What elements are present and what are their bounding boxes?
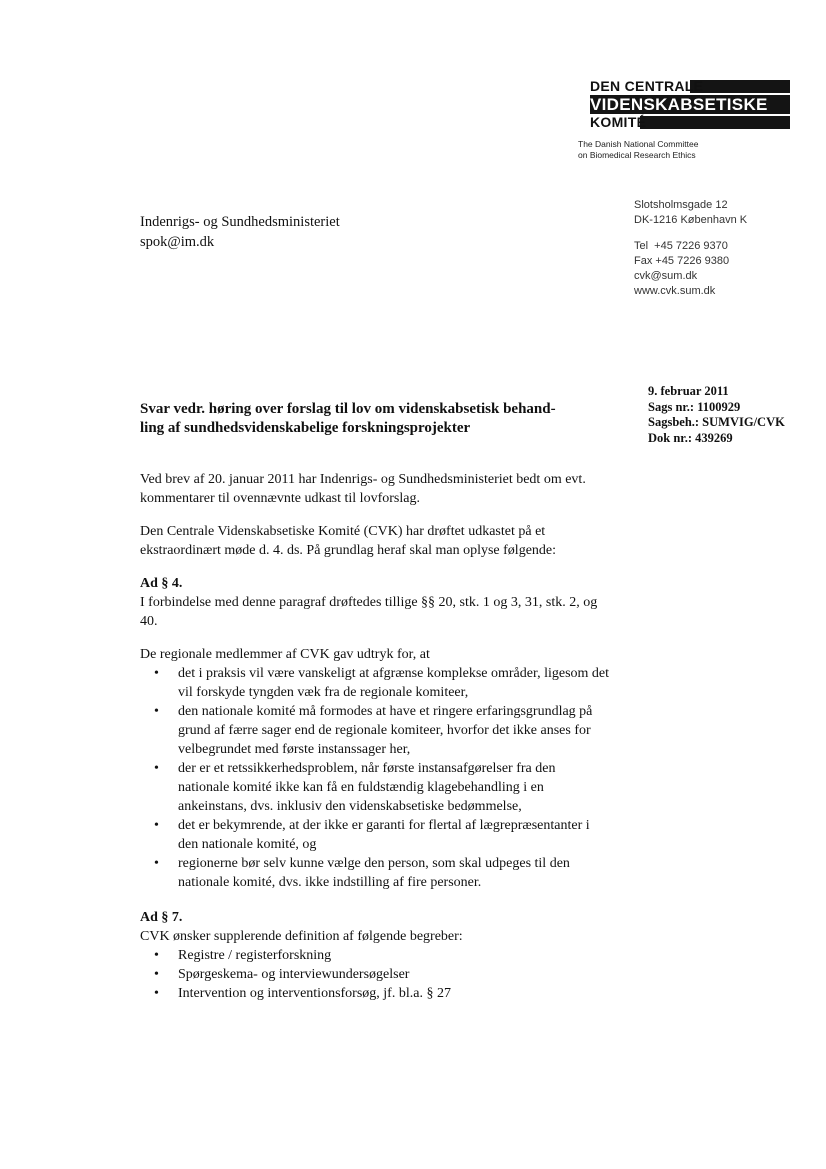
logo-line-2 [590,95,790,114]
list-item [154,965,610,984]
case-handler: Sagsbeh.: SUMVIG/CVK [648,415,785,429]
bullet-icon: • [154,986,159,1001]
case-number: Sags nr.: 1100929 [648,399,741,414]
logo-text-1: DEN CENTRALE [590,78,704,94]
list-item [154,702,610,759]
ad-7-points-list [140,946,610,1003]
subject-line-2: ling af sundhedsvidenskabelige forskningsprojekter [140,420,471,436]
bullet-icon: • [154,761,159,776]
logo-line-1 [590,78,790,95]
recipient-block [140,212,340,252]
committee-logo [590,78,790,131]
paragraph-cvk-meeting: Den Centrale Videnskabsetiske Komité (CVK) har drøftet udkastet på et ekstraordinært møde d. 4. ds. På grundlag heraf skal man oplyse følgende: [140,524,557,558]
bullet-icon: • [154,818,159,833]
recipient-email: spok@im.dk [140,234,215,250]
bullet-icon: • [154,704,159,719]
letter-date: 9. februar 2011 [648,384,729,398]
section-heading-ad-4: Ad § 4. [140,576,183,591]
ad-7-intro: CVK ønsker supplerende definition af følgende begreber: [140,929,463,944]
logo-subtitle-line-2: on Biomedical Research Ethics [578,150,696,160]
case-meta-block [648,384,785,446]
contact-fax: Fax +45 7226 9380 [634,255,730,267]
document-number: Dok nr.: 439269 [648,430,733,445]
bullet-icon: • [154,967,159,982]
list-item-text: Spørgeskema- og interviewundersøgelser [178,967,410,982]
list-item-text: den nationale komité må formodes at have et ringere erfaringsgrundlag på grund af færre sager end de regionale komiteer, hvorfor det ikke anses for velbegrundet med første instanssager her, [178,704,593,757]
list-item-text: det i praksis vil være vanskeligt at afgrænse komplekse områder, ligesom det vil forskyde tyngden væk fra de regionale komiteer, [178,666,610,700]
paragraph-intro: Ved brev af 20. januar 2011 har Indenrigs- og Sundhedsministeriet bedt om evt. kommentarer til ovennævnte udkast til lovforslag. [140,472,586,506]
list-item-text: der er et retssikkerhedsproblem, når første instansafgørelser fra den nationale komité ikke kan få en fuldstændig klagebehandling i en ankeinstans, dvs. inklusiv den videnskabsetiske bedømmelse, [178,761,556,814]
logo-line-3 [590,114,790,131]
bullet-icon: • [154,948,159,963]
paragraph-ad-4: I forbindelse med denne paragraf drøftedes tillige §§ 20, stk. 1 og 3, 31, stk. 2, og 40. [140,595,598,629]
list-item [154,854,610,892]
list-item-text: regionerne bør selv kunne vælge den person, som skal udpeges til den nationale komité, dvs. ikke indstilling af fire personer. [178,856,570,890]
logo-subtitle-line-1: The Danish National Committee [578,139,699,149]
list-item [154,759,610,816]
regional-points-list [140,664,610,892]
list-item [154,816,610,854]
regional-intro: De regionale medlemmer af CVK gav udtryk for, at [140,647,430,662]
letter-body [140,470,610,1019]
logo-subtitle [578,139,698,161]
section-heading-ad-7: Ad § 7. [140,910,183,925]
list-item [154,984,610,1003]
contact-tel: Tel +45 7226 9370 [634,240,728,252]
logo-bar-3 [640,116,790,129]
list-item [154,664,610,702]
logo-bar-1 [690,80,790,93]
list-item [154,946,610,965]
recipient-name: Indenrigs- og Sundhedsministeriet [140,214,340,230]
logo-text-2: VIDENSKABSETISKE [590,95,768,114]
contact-email: cvk@sum.dk [634,270,698,282]
list-item-text: Registre / registerforskning [178,948,332,963]
subject-line-1: Svar vedr. høring over forslag til lov om videnskabsetisk behand- [140,401,556,417]
contact-address-line-2: DK-1216 København K [634,214,748,226]
contact-address-line-1: Slotsholmsgade 12 [634,199,728,211]
contact-block [634,198,747,299]
bullet-icon: • [154,666,159,681]
list-item-text: det er bekymrende, at der ikke er garanti for flertal af lægrepræsentanter i den nationale komité, og [178,818,590,852]
contact-web: www.cvk.sum.dk [634,285,716,297]
list-item-text: Intervention og interventionsforsøg, jf. bl.a. § 27 [178,986,451,1001]
bullet-icon: • [154,856,159,871]
letter-subject [140,400,610,438]
logo-text-3: KOMITÉ [590,114,647,130]
